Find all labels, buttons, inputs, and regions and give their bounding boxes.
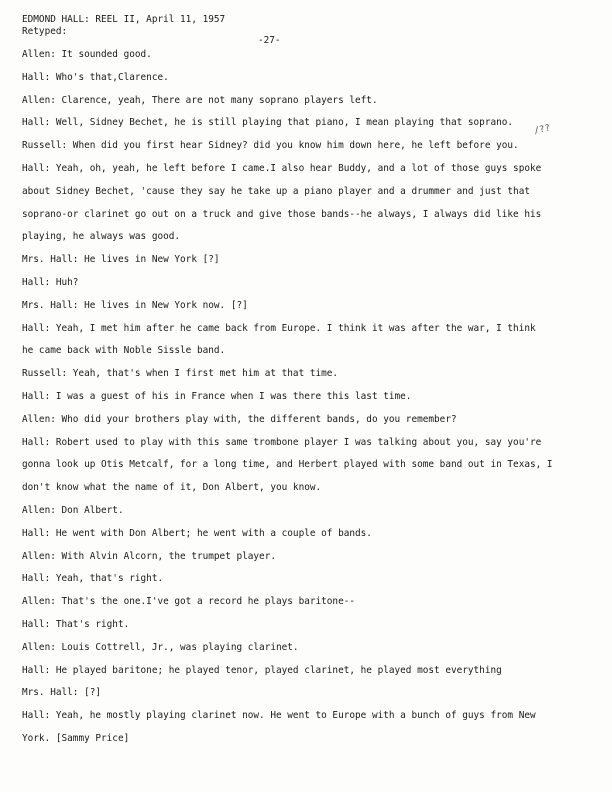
handwritten-margin-note: /?? (533, 123, 552, 137)
transcript-line: playing, he always was good. (22, 231, 181, 243)
transcript-line: Mrs. Hall: He lives in New York now. [?] (22, 299, 248, 311)
transcript-line: Hall: Yeah, he mostly playing clarinet now. He went to Europe with a bunch of guys from New (22, 710, 536, 722)
transcript-line: Hall: Robert used to play with this same trombone player I was talking about you, say you're (22, 436, 542, 448)
transcript-line: Russell: Yeah, that's when I first met him at that time. (22, 368, 339, 380)
transcript-line: Allen: Who did your brothers play with, the different bands, do you remember? (22, 413, 457, 425)
transcript-line: Russell: When did you first hear Sidney? did you know him down here, he left before you. (22, 140, 519, 152)
transcript-line: Hall: He played baritone; he played tenor, played clarinet, he played most everything (22, 664, 502, 676)
transcript-line: Mrs. Hall: He lives in New York [?] (22, 254, 220, 266)
header-subtitle: Retyped: (22, 26, 68, 37)
transcript-line: Hall: I was a guest of his in France when I was there this last time. (22, 390, 412, 402)
transcript-line: Allen: It sounded good. (22, 49, 152, 60)
transcript-line: soprano-or clarinet go out on a truck and give those bands--he always, I always did like his (22, 208, 542, 220)
transcript-line: Mrs. Hall: [?] (22, 687, 102, 699)
document-header (22, 14, 225, 38)
transcript-line: Allen: That's the one.I've got a record he plays baritone-- (22, 596, 356, 608)
transcript-line: York. [Sammy Price] (22, 732, 130, 744)
transcript-line: Hall: Well, Sidney Bechet, he is still playing that piano, I mean playing that soprano. (22, 117, 514, 129)
transcript-line: Allen: Clarence, yeah, There are not many soprano players left. (22, 94, 378, 106)
transcript-line: about Sidney Bechet, 'cause they say he take up a piano player and a drummer and just that (22, 185, 530, 197)
page-number: -27- (258, 35, 281, 46)
transcript-line: Hall: Huh? (22, 276, 79, 288)
transcript-line: Hall: Who's that,Clarence. (22, 71, 169, 83)
header-title: EDMOND HALL: REEL II, April 11, 1957 (22, 14, 226, 25)
transcript-body (22, 44, 592, 751)
transcript-line: Allen: Don Albert. (22, 504, 124, 516)
transcript-line: gonna look up Otis Metcalf, for a long time, and Herbert played with some band out in Texas, I (22, 459, 553, 471)
transcript-line: he came back with Noble Sissle band. (22, 345, 226, 357)
transcript-line: Hall: Yeah, that's right. (22, 573, 164, 585)
transcript-line: Hall: Yeah, oh, yeah, he left before I came.I also hear Buddy, and a lot of those guys spoke (22, 162, 542, 174)
transcript-line: don't know what the name of it, Don Albert, you know. (22, 482, 322, 494)
transcript-line: Allen: Louis Cottrell, Jr., was playing clarinet. (22, 641, 299, 653)
transcript-line: Allen: With Alvin Alcorn, the trumpet player. (22, 550, 276, 562)
transcript-line: Hall: That's right. (22, 618, 130, 630)
transcript-line: Hall: Yeah, I met him after he came back from Europe. I think it was after the war, I think (22, 322, 536, 334)
transcript-line: Hall: He went with Don Albert; he went with a couple of bands. (22, 527, 372, 539)
